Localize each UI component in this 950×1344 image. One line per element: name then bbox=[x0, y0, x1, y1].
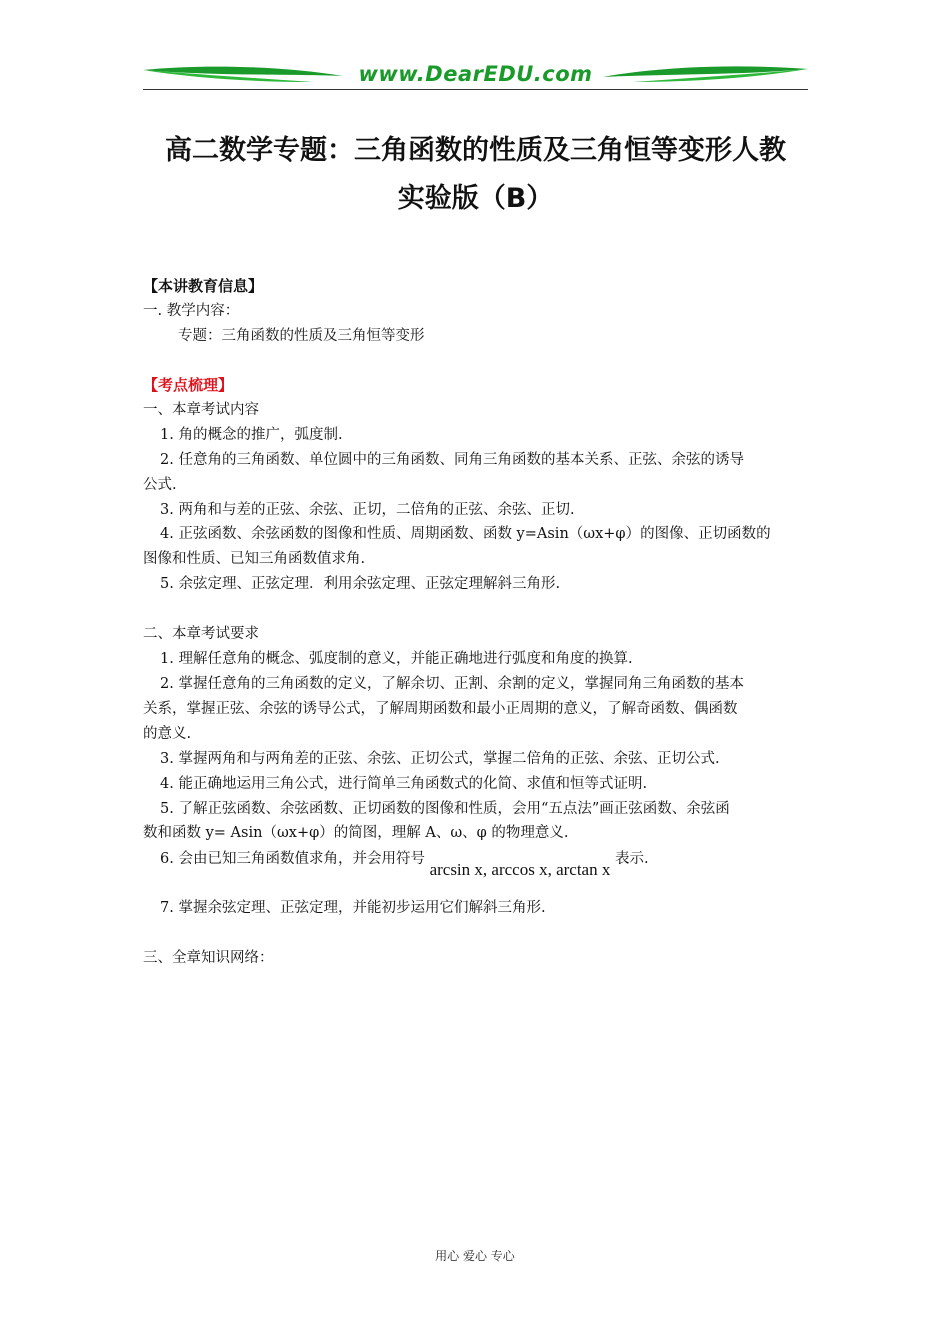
section1-item-cont: 图像和性质、已知三角函数值求角. bbox=[143, 551, 366, 567]
section2-item-6 bbox=[160, 846, 825, 879]
info-heading: 【本讲教育信息】 bbox=[143, 277, 264, 295]
item6-prefix: 6. 会由已知三角函数值求角，并会用符号 bbox=[160, 851, 425, 867]
item6-suffix: 表示. bbox=[614, 851, 649, 867]
section2-item: 1. 理解任意角的概念、弧度制的意义，并能正确地进行弧度和角度的换算. bbox=[160, 651, 633, 667]
section1-item: 3. 两角和与差的正弦、余弦、正切，二倍角的正弦、余弦、正切. bbox=[160, 502, 575, 518]
section3-title: 三、全章知识网络： bbox=[143, 950, 274, 966]
content-text: 专题：三角函数的性质及三角恒等变形 bbox=[178, 328, 425, 344]
section1-item: 4. 正弦函数、余弦函数的图像和性质、周期函数、函数 y=Asin（ωx+φ）的图像、正切函数的 bbox=[160, 526, 771, 542]
site-logo-text: www.DearEDU.com bbox=[358, 62, 593, 86]
section2-item: 5. 了解正弦函数、余弦函数、正切函数的图像和性质，会用“五点法”画正弦函数、余弦函 bbox=[160, 801, 730, 817]
document-title-line2: 实验版（B） bbox=[397, 183, 554, 214]
section1-title: 一、本章考试内容 bbox=[143, 402, 259, 418]
header-rule bbox=[143, 89, 808, 90]
page-footer: 用心 爱心 专心 bbox=[435, 1249, 515, 1263]
content-label: 一. 教学内容： bbox=[143, 303, 240, 319]
section2-item: 7. 掌握余弦定理、正弦定理，并能初步运用它们解斜三角形. bbox=[160, 900, 546, 916]
section1-item-cont: 公式. bbox=[143, 477, 177, 493]
section2-item-cont: 的意义. bbox=[143, 726, 192, 742]
section2-title: 二、本章考试要求 bbox=[143, 626, 259, 642]
document-title-line1: 高二数学专题：三角函数的性质及三角恒等变形人教 bbox=[165, 135, 786, 166]
inverse-trig-formula: arcsin x, arccos x, arctan x bbox=[429, 860, 611, 879]
section2-item: 3. 掌握两角和与两角差的正弦、余弦、正切公式，掌握二倍角的正弦、余弦、正切公式. bbox=[160, 751, 720, 767]
section2-item: 4. 能正确地运用三角公式，进行简单三角函数式的化简、求值和恒等式证明. bbox=[160, 776, 648, 792]
section2-item-cont: 数和函数 y= Asin（ωx+φ）的简图，理解 A、ω、φ 的物理意义. bbox=[143, 825, 569, 841]
section1-item: 2. 任意角的三角函数、单位圆中的三角函数、同角三角函数的基本关系、正弦、余弦的诱导 bbox=[160, 452, 744, 468]
section2-item: 2. 掌握任意角的三角函数的定义，了解余切、正割、余割的定义，掌握同角三角函数的基本 bbox=[160, 676, 744, 692]
section2-item-cont: 关系，掌握正弦、余弦的诱导公式，了解周期函数和最小正周期的意义，了解奇函数、偶函数 bbox=[143, 701, 738, 717]
page-header bbox=[143, 60, 808, 94]
review-heading: 【考点梳理】 bbox=[143, 376, 234, 394]
section1-item: 5. 余弦定理、正弦定理．利用余弦定理、正弦定理解斜三角形. bbox=[160, 576, 561, 592]
section1-item: 1. 角的概念的推广，弧度制. bbox=[160, 427, 343, 443]
